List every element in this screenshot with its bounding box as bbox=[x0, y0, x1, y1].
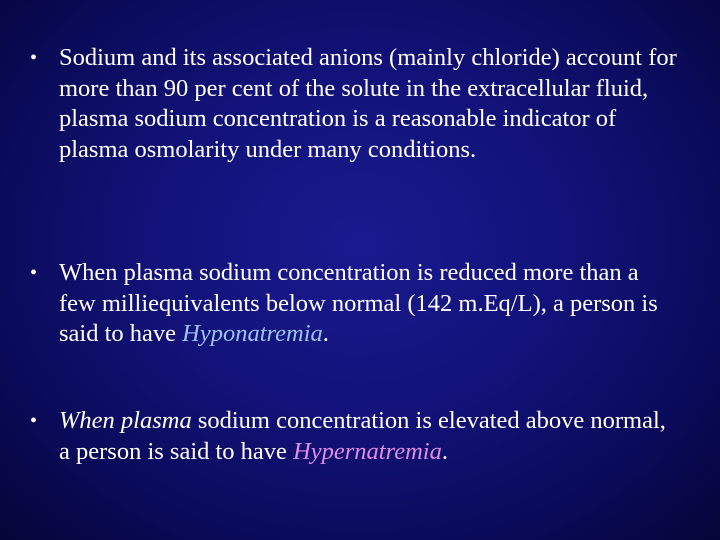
bullet-text bbox=[59, 406, 680, 467]
term-hypernatremia: Hypernatremia bbox=[293, 437, 442, 465]
bullet-item-hypernatremia bbox=[30, 406, 680, 467]
bullet-body: Sodium and its associated anions (mainly chloride) account for more than 90 per cent of the solute in the extracellular fluid, plasma sodium concentration is a reasonable indicator of plasma osmolarity under many conditions. bbox=[59, 44, 677, 163]
bullet-text bbox=[59, 43, 680, 165]
bullet-item-sodium-solute bbox=[30, 43, 680, 165]
bullet-tail: . bbox=[441, 437, 448, 465]
bullet-marker: • bbox=[30, 410, 38, 432]
bullet-item-hyponatremia bbox=[30, 258, 680, 350]
bullet-marker: • bbox=[30, 262, 38, 284]
bullet-body: sodium concentration is elevated above normal, a person is said to have bbox=[59, 407, 666, 465]
term-hyponatremia: Hyponatremia bbox=[182, 320, 323, 347]
bullet-tail: . bbox=[322, 320, 329, 347]
bullet-body: When plasma sodium concentration is reduced more than a few milliequivalents below normal (142 m.Eq/L), a person is said to have bbox=[59, 259, 658, 347]
bullet-lead-italic: When plasma bbox=[59, 407, 192, 434]
bullet-marker: • bbox=[30, 47, 38, 69]
bullet-text bbox=[59, 258, 680, 350]
